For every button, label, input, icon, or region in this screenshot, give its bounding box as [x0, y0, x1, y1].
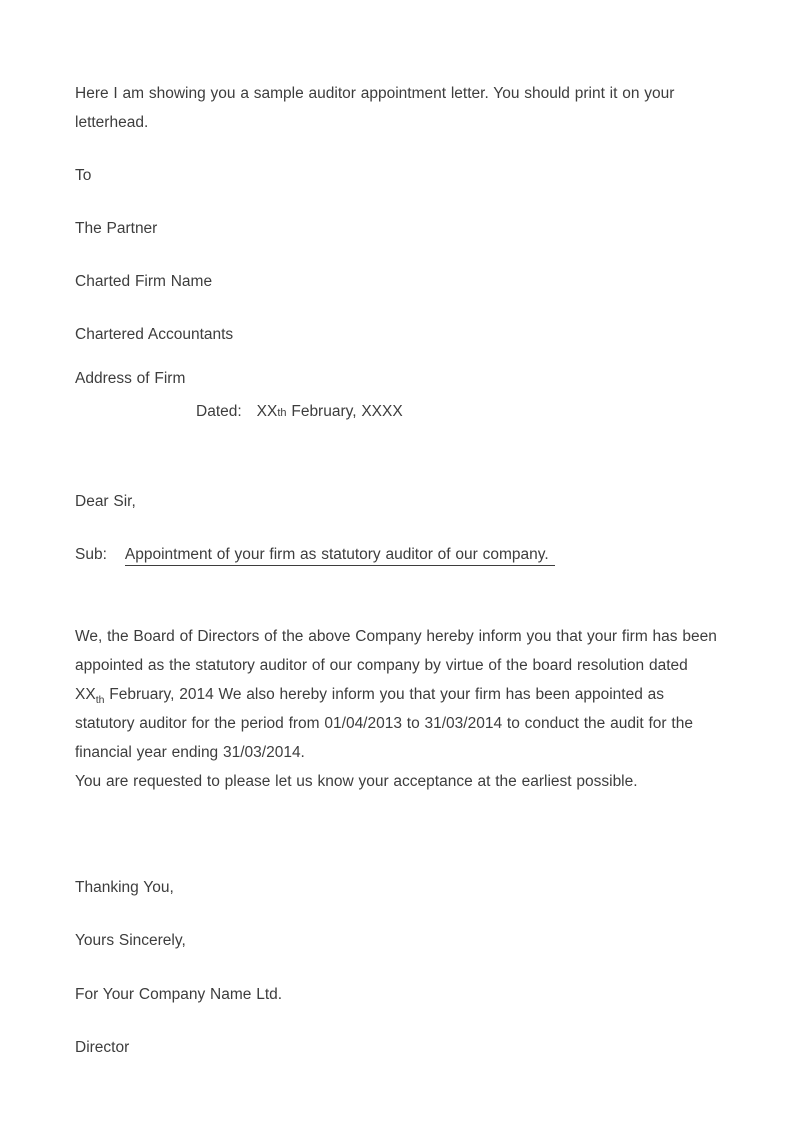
closing-sincerely: Yours Sincerely, — [75, 932, 186, 949]
salutation: Dear Sir, — [75, 493, 136, 510]
subject-label: Sub: — [75, 546, 107, 563]
recipient-firm-address: Address of Firm — [75, 370, 186, 387]
subject-text: Appointment of your firm as statutory auditor of our company. — [125, 544, 555, 566]
dated-rest: February, XXXX — [286, 403, 403, 420]
body-text-before-ordinal: We, the Board of Directors of the above Company hereby inform you that your firm has been appointed as the statutory auditor of our company by virtue of the board resolution dated XX — [75, 628, 717, 703]
recipient-to: To — [75, 167, 92, 184]
body-text-after-ordinal: February, 2014 We also hereby inform you that your firm has been appointed as statutory auditor for the period from 01/04/2013 to 31/03/2014 to conduct the audit for the financial year ending 31/03/2014. — [75, 686, 693, 761]
closing-company: For Your Company Name Ltd. — [75, 986, 283, 1003]
dated-label: Dated: — [196, 403, 242, 420]
recipient-firm-name: Charted Firm Name — [75, 273, 213, 290]
body-paragraph — [75, 622, 718, 767]
dated-line — [75, 397, 718, 428]
recipient-partner: The Partner — [75, 220, 158, 237]
request-line: You are requested to please let us know your acceptance at the earliest possible. — [75, 773, 638, 790]
intro-text: Here I am showing you a sample auditor appointment letter. You should print it on your letterhead. — [75, 85, 675, 131]
closing-thanks: Thanking You, — [75, 879, 174, 896]
body-ordinal: th — [95, 694, 105, 707]
recipient-firm-type: Chartered Accountants — [75, 326, 234, 343]
closing-signatory: Director — [75, 1039, 130, 1056]
dated-day: XX — [256, 403, 278, 420]
dated-ordinal: th — [277, 407, 287, 419]
subject-line — [75, 540, 718, 569]
